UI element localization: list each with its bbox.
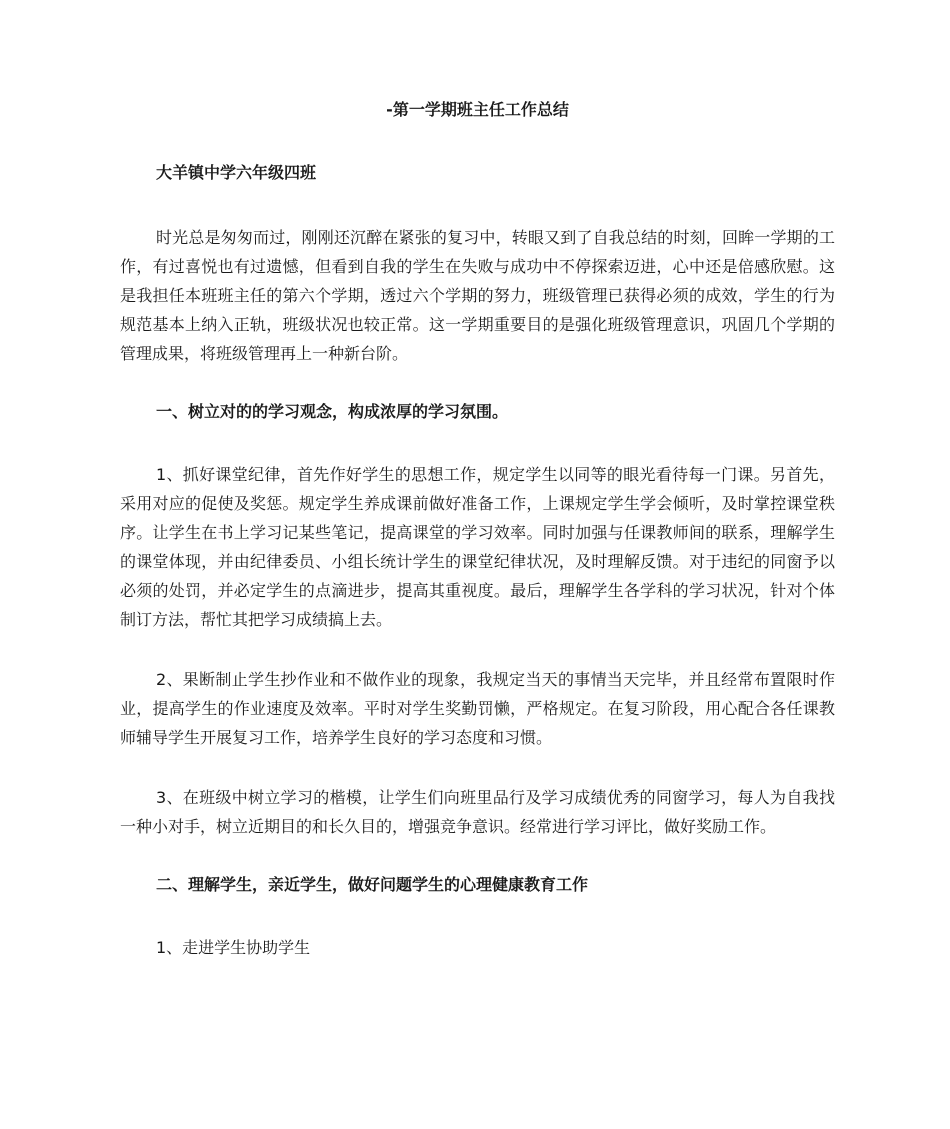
- section-1-paragraph-3: 3、在班级中树立学习的楷模，让学生们向班里品行及学习成绩优秀的同窗学习，每人为自我找一种小对手，树立近期目的和长久目的，增强竞争意识。经常进行学习评比，做好奖励工作。: [120, 788, 835, 836]
- document-subtitle: 大羊镇中学六年级四班: [156, 163, 317, 182]
- section-1-heading: 一、树立对的的学习观念，构成浓厚的学习氛围。: [156, 402, 509, 421]
- section-2-paragraph-1: 1、走进学生协助学生: [156, 938, 311, 957]
- document-title: -第一学期班主任工作总结: [386, 100, 569, 119]
- document-body: [120, 97, 835, 993]
- intro-paragraph: 时光总是匆匆而过，刚刚还沉醉在紧张的复习中，转眼又到了自我总结的时刻，回眸一学期的工作，有过喜悦也有过遗憾，但看到自我的学生在失败与成功中不停探索迈进，心中还是倍感欣慰。这是我担任本班班主任的第六个学期，透过六个学期的努力，班级管理已获得必须的成效，学生的行为规范基本上纳入正轨，班级状况也较正常。这一学期重要目的是强化班级管理意识，巩固几个学期的管理成果，将班级管理再上一种新台阶。: [120, 228, 835, 363]
- section-2-heading: 二、理解学生，亲近学生，做好问题学生的心理健康教育工作: [156, 875, 589, 894]
- section-1-paragraph-2: 2、果断制止学生抄作业和不做作业的现象，我规定当天的事情当天完毕，并且经常布置限时作业，提高学生的作业速度及效率。平时对学生奖勤罚懒，严格规定。在复习阶段，用心配合各任课教师辅导学生开展复习工作，培养学生良好的学习态度和习惯。: [120, 670, 835, 747]
- section-1-paragraph-1: 1、抓好课堂纪律，首先作好学生的思想工作，规定学生以同等的眼光看待每一门课。另首先，采用对应的促使及奖惩。规定学生养成课前做好准备工作，上课规定学生学会倾听，及时掌控课堂秩序。让学生在书上学习记某些笔记，提高课堂的学习效率。同时加强与任课教师间的联系，理解学生的课堂体现，并由纪律委员、小组长统计学生的课堂纪律状况，及时理解反馈。对于违纪的同窗予以必须的处罚，并必定学生的点滴进步，提高其重视度。最后，理解学生各学科的学习状况，针对个体制订方法，帮忙其把学习成绩搞上去。: [120, 465, 835, 629]
